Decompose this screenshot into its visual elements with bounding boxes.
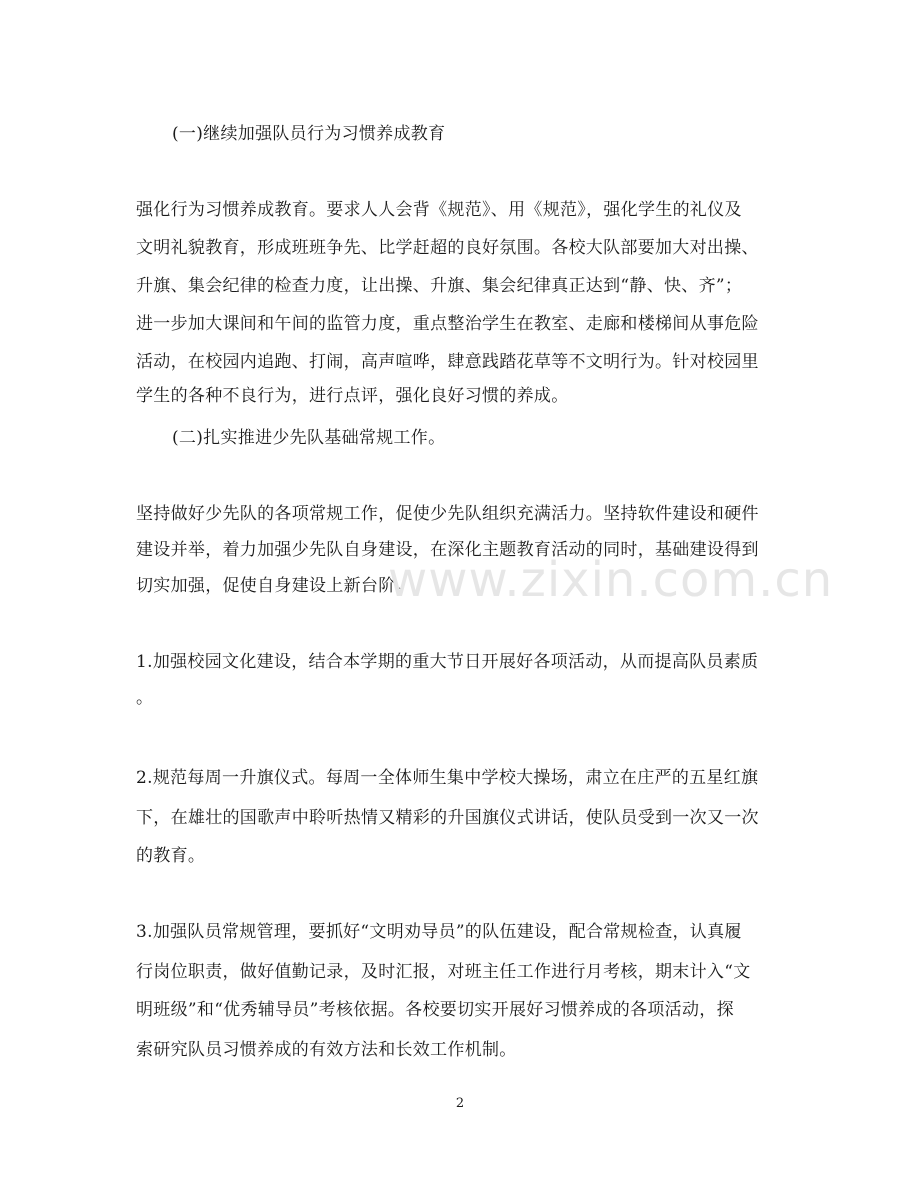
list-item-line: 2.规范每周一升旗仪式。每周一全体师生集中学校大操场，肃立在庄严的五星红旗 bbox=[136, 768, 759, 788]
paragraph-line: 建设并举，着力加强少先队自身建设，在深化主题教育活动的同时，基础建设得到 bbox=[136, 540, 759, 560]
paragraph-line: 进一步加大课间和午间的监管力度，重点整治学生在教室、走廊和楼梯间从事危险 bbox=[136, 314, 759, 334]
list-item-line: 的教育。 bbox=[136, 846, 206, 866]
paragraph-line: 活动，在校园内追跑、打闹，高声喧哗，肆意践踏花草等不文明行为。针对校园里 bbox=[136, 352, 759, 372]
list-item-line: 3.加强队员常规管理，要抓好“文明劝导员”的队伍建设，配合常规检查，认真履 bbox=[136, 922, 742, 942]
list-item-line: 行岗位职责，做好值勤记录，及时汇报，对班主任工作进行月考核，期末计入“文 bbox=[136, 962, 751, 982]
list-item-line: 下，在雄壮的国歌声中聆听热情又精彩的升国旗仪式讲话，使队员受到一次又一次 bbox=[136, 808, 759, 828]
list-item-line: 明班级”和“优秀辅导员”考核依据。各校要切实开展好习惯养成的各项活动，探 bbox=[136, 1000, 734, 1020]
paragraph-line: 文明礼貌教育，形成班班争先、比学赶超的良好氛围。各校大队部要加大对出操、 bbox=[136, 238, 759, 258]
paragraph-line: 坚持做好少先队的各项常规工作，促使少先队组织充满活力。坚持软件建设和硬件 bbox=[136, 504, 759, 524]
paragraph-line: 升旗、集会纪律的检查力度，让出操、升旗、集会纪律真正达到“静、快、齐”； bbox=[136, 276, 743, 296]
watermark: www.zixin.com.cn bbox=[388, 552, 834, 608]
list-item-line: 。 bbox=[136, 688, 154, 708]
paragraph-line: 切实加强，促使自身建设上新台阶。 bbox=[136, 576, 413, 596]
page-number: 2 bbox=[455, 1096, 465, 1111]
paragraph-line: 强化行为习惯养成教育。要求人人会背《规范》、用《规范》，强化学生的礼仪及 bbox=[136, 200, 742, 220]
section-heading-2: (二)扎实推进少先队基础常规工作。 bbox=[172, 428, 446, 448]
paragraph-line: 学生的各种不良行为，进行点评，强化良好习惯的养成。 bbox=[136, 386, 569, 406]
list-item-line: 索研究队员习惯养成的有效方法和长效工作机制。 bbox=[136, 1040, 517, 1060]
list-item-line: 1.加强校园文化建设，结合本学期的重大节日开展好各项活动，从而提高队员素质 bbox=[136, 652, 759, 672]
section-heading-1: (一)继续加强队员行为习惯养成教育 bbox=[172, 124, 446, 144]
